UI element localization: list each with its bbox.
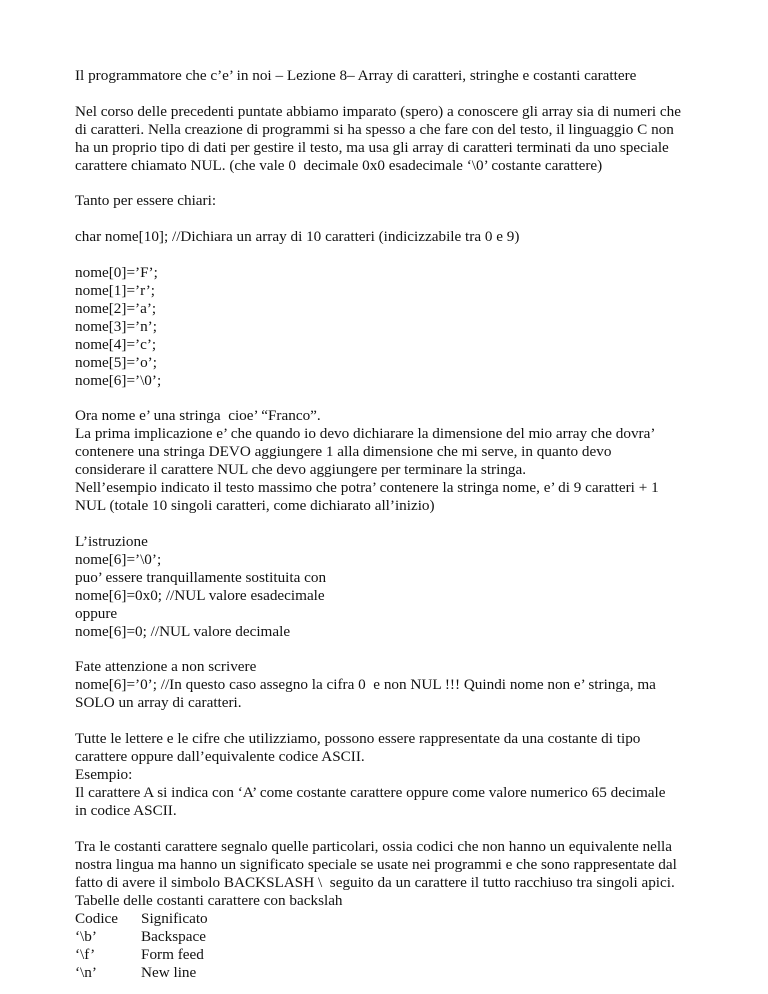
table-cell-meaning: Backspace <box>141 928 206 945</box>
explain-line: NUL (totale 10 singoli caratteri, come dichiarato all’inizio) <box>75 497 435 514</box>
attenzione-line: SOLO un array di caratteri. <box>75 694 242 711</box>
table-cell-code: ‘\b’ <box>75 928 97 945</box>
table-cell-code: ‘\f’ <box>75 946 96 963</box>
istruzione-line: nome[6]=0x0; //NUL valore esadecimale <box>75 587 325 604</box>
table-header-significato: Significato <box>141 910 208 927</box>
table-cell-meaning: Form feed <box>141 946 204 963</box>
table-cell-meaning: New line <box>141 964 197 981</box>
costanti-line: nostra lingua ma hanno un significato speciale se usate nei programmi e che sono rappresentate dal <box>75 856 677 873</box>
intro-line: ha un proprio tipo di dati per gestire il testo, ma usa gli array di caratteri terminati da uno speciale <box>75 139 669 156</box>
istruzione-line: nome[6]=’\0’; <box>75 551 162 568</box>
attenzione-line: Fate attenzione a non scrivere <box>75 658 257 675</box>
istruzione-line: L’istruzione <box>75 533 148 550</box>
table-cell-code: ‘\n’ <box>75 964 97 981</box>
lettere-line: Tutte le lettere e le cifre che utilizziamo, possono essere rappresentate da una costante di tipo <box>75 730 641 747</box>
intro-line: di caratteri. Nella creazione di programmi si ha spesso a che fare con del testo, il linguaggio C non <box>75 121 674 138</box>
assignment-line: nome[3]=’n’; <box>75 318 157 335</box>
istruzione-line: nome[6]=0; //NUL valore decimale <box>75 623 291 640</box>
costanti-line: Tabelle delle costanti carattere con backslah <box>75 892 343 909</box>
lettere-line: Esempio: <box>75 766 133 783</box>
intro-line: carattere chiamato NUL. (che vale 0 decimale 0x0 esadecimale ‘\0’ costante carattere) <box>75 157 603 174</box>
lettere-line: carattere oppure dall’equivalente codice ASCII. <box>75 748 365 765</box>
explain-line: Ora nome e’ una stringa cioe’ “Franco”. <box>75 407 321 424</box>
assignment-line: nome[6]=’\0’; <box>75 372 162 389</box>
explain-line: considerare il carattere NUL che devo aggiungere per terminare la stringa. <box>75 461 527 478</box>
istruzione-line: puo’ essere tranquillamente sostituita con <box>75 569 327 586</box>
istruzione-line: oppure <box>75 605 118 622</box>
assignment-line: nome[0]=’F’; <box>75 264 158 281</box>
assignment-line: nome[5]=’o’; <box>75 354 157 371</box>
explain-line: contenere una stringa DEVO aggiungere 1 alla dimensione che mi serve, in quanto devo <box>75 443 612 460</box>
declaration-line: char nome[10]; //Dichiara un array di 10 caratteri (indicizzabile tra 0 e 9) <box>75 228 520 245</box>
assignment-line: nome[4]=’c’; <box>75 336 157 353</box>
intro-line: Nel corso delle precedenti puntate abbiamo imparato (spero) a conoscere gli array sia di numeri che <box>75 103 681 120</box>
explain-line: La prima implicazione e’ che quando io devo dichiarare la dimensione del mio array che dovra’ <box>75 425 656 442</box>
document-title: Il programmatore che c’e’ in noi – Lezione 8– Array di caratteri, stringhe e costanti carattere <box>75 67 637 84</box>
lettere-line: Il carattere A si indica con ‘A’ come costante carattere oppure come valore numerico 65 decimale <box>75 784 666 801</box>
costanti-line: fatto di avere il simbolo BACKSLASH \ seguito da un carattere il tutto racchiuso tra singoli apici. <box>75 874 675 891</box>
tanto-line: Tanto per essere chiari: <box>75 192 217 209</box>
costanti-line: Tra le costanti carattere segnalo quelle particolari, ossia codici che non hanno un equivalente nella <box>75 838 673 855</box>
table-header-codice: Codice <box>75 910 119 927</box>
assignment-line: nome[2]=’a’; <box>75 300 157 317</box>
attenzione-line: nome[6]=’0’; //In questo caso assegno la cifra 0 e non NUL !!! Quindi nome non e’ stringa, ma <box>75 676 656 693</box>
lettere-line: in codice ASCII. <box>75 802 177 819</box>
assignment-line: nome[1]=’r’; <box>75 282 155 299</box>
explain-line: Nell’esempio indicato il testo massimo che potra’ contenere la stringa nome, e’ di 9 caratteri + 1 <box>75 479 659 496</box>
